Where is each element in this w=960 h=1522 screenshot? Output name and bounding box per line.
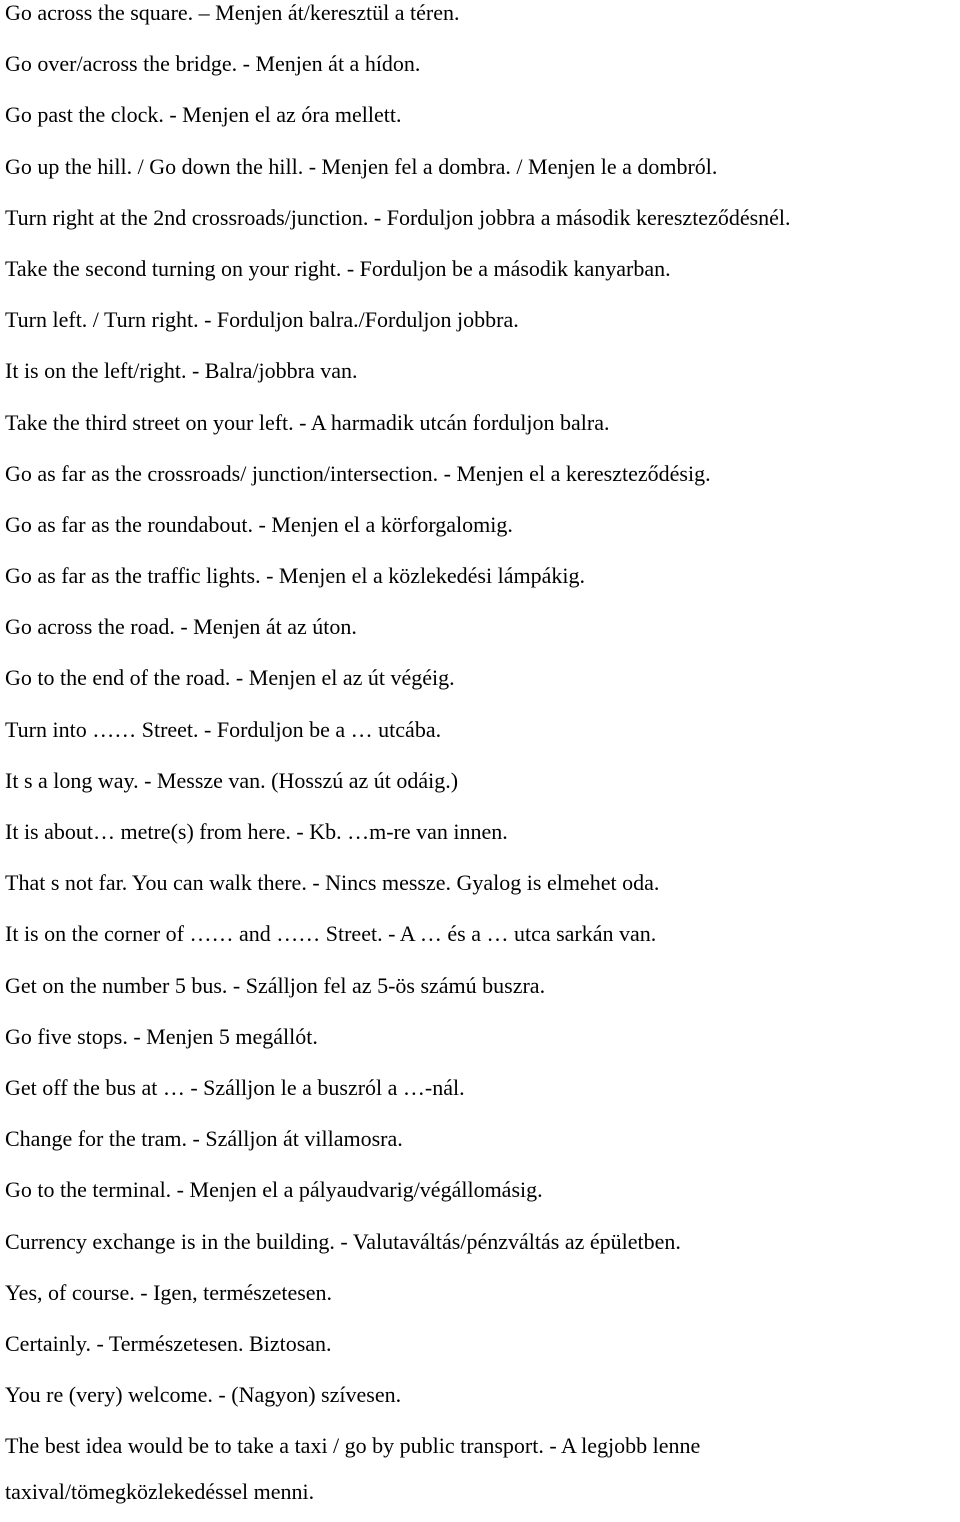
- phrase-line: You re (very) welcome. - (Nagyon) szívesen.: [5, 1382, 402, 1408]
- phrase-line: Get on the number 5 bus. - Szálljon fel az 5-ös számú buszra.: [5, 972, 546, 998]
- phrase-line: Go across the square. – Menjen át/keresztül a téren.: [5, 0, 460, 25]
- phrase-line: Certainly. - Természetesen. Biztosan.: [5, 1330, 332, 1356]
- phrase-line: taxival/tömegközlekedéssel menni.: [5, 1479, 315, 1505]
- phrase-line: Go up the hill. / Go down the hill. - Menjen fel a dombra. / Menjen le a dombról.: [5, 153, 718, 179]
- phrase-line: Go five stops. - Menjen 5 megállót.: [5, 1023, 318, 1049]
- phrase-line: Change for the tram. - Szálljon át villamosra.: [5, 1126, 403, 1152]
- phrase-line: Go as far as the traffic lights. - Menjen el a közlekedési lámpákig.: [5, 563, 585, 589]
- phrase-line: Turn right at the 2nd crossroads/junction. - Forduljon jobbra a második kereszteződésnél.: [5, 204, 791, 230]
- phrase-line: Turn left. / Turn right. - Forduljon balra./Forduljon jobbra.: [5, 307, 519, 333]
- phrase-line: Yes, of course. - Igen, természetesen.: [5, 1279, 333, 1305]
- phrase-line: Go to the end of the road. - Menjen el az út végéig.: [5, 665, 455, 691]
- phrase-line: Go across the road. - Menjen át az úton.: [5, 614, 357, 640]
- phrase-line: Take the second turning on your right. - Forduljon be a második kanyarban.: [5, 255, 671, 281]
- phrase-line: Take the third street on your left. - A harmadik utcán forduljon balra.: [5, 409, 610, 435]
- phrase-list: [5, 0, 957, 1522]
- phrase-line: Go to the terminal. - Menjen el a pályaudvarig/végállomásig.: [5, 1177, 543, 1203]
- phrase-line: It is about… metre(s) from here. - Kb. …m-re van innen.: [5, 819, 508, 844]
- phrase-line: Get off the bus at … - Szálljon le a buszról a …-nál.: [5, 1074, 465, 1100]
- phrase-line: That s not far. You can walk there. - Nincs messze. Gyalog is elmehet oda.: [5, 870, 660, 896]
- phrase-line: It s a long way. - Messze van. (Hosszú az út odáig.): [5, 767, 459, 793]
- phrase-line: Go as far as the roundabout. - Menjen el a körforgalomig.: [5, 511, 513, 537]
- phrase-line: Go past the clock. - Menjen el az óra mellett.: [5, 102, 402, 128]
- phrase-line: The best idea would be to take a taxi / go by public transport. - A legjobb lenne: [5, 1433, 701, 1459]
- phrase-line: It is on the left/right. - Balra/jobbra van.: [5, 358, 358, 384]
- phrase-line: Go as far as the crossroads/ junction/intersection. - Menjen el a kereszteződésig.: [5, 460, 711, 486]
- phrase-line: Go over/across the bridge. - Menjen át a hídon.: [5, 51, 421, 77]
- phrase-line: Turn into …… Street. - Forduljon be a … utcába.: [5, 716, 442, 742]
- phrase-line: Currency exchange is in the building. - Valutaváltás/pénzváltás az épületben.: [5, 1228, 681, 1254]
- phrase-line: It is on the corner of …… and …… Street. - A … és a … utca sarkán van.: [5, 921, 657, 947]
